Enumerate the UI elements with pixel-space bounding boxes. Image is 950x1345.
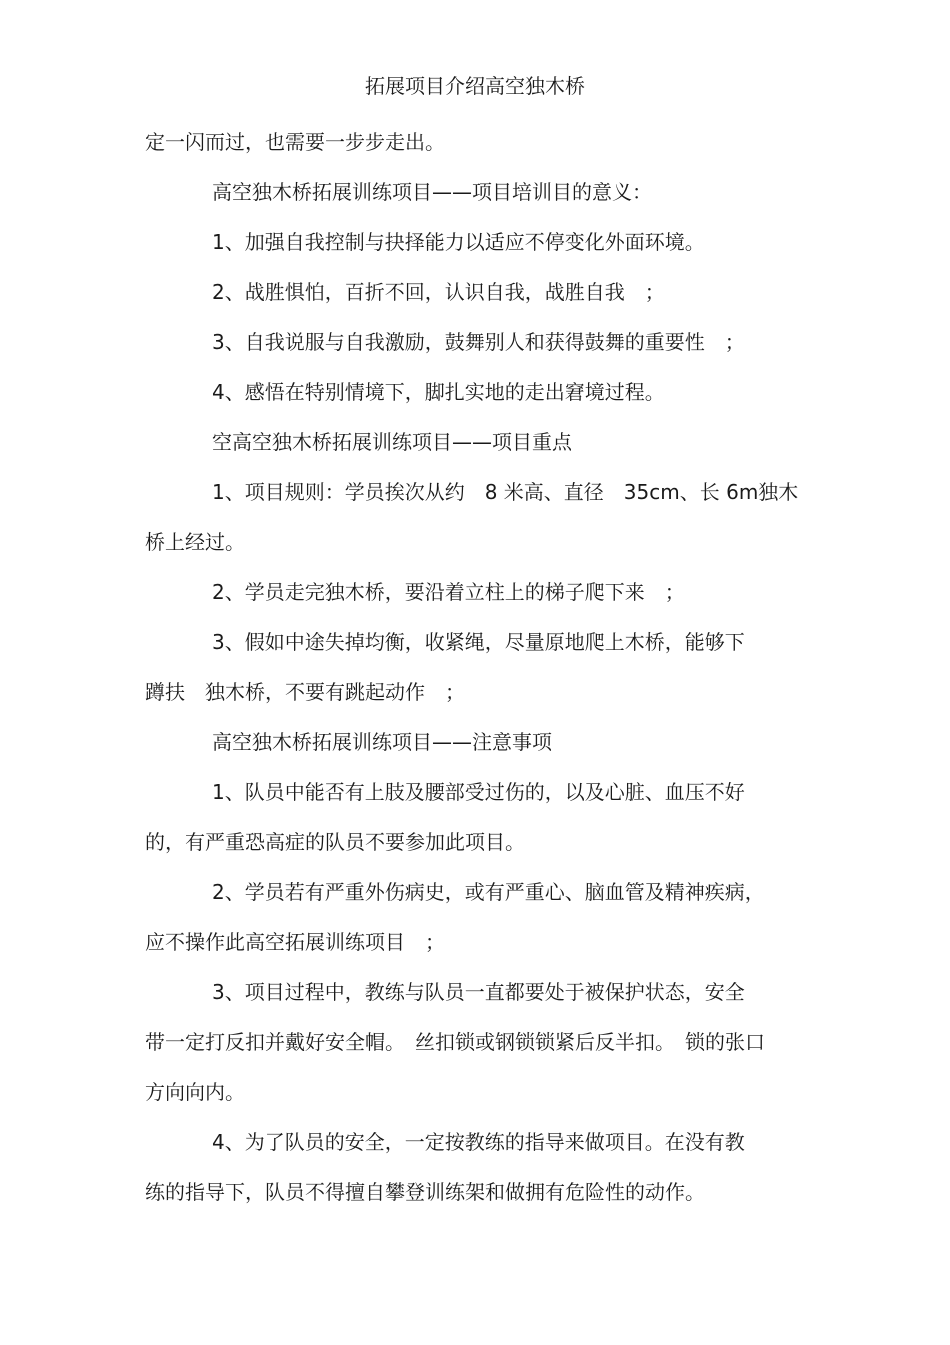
list-item: 1、加强自我控制与抉择能力以适应不停变化外面环境。 bbox=[212, 230, 705, 254]
list-item: 3、自我说服与自我激励，鼓舞别人和获得鼓舞的重要性 ； bbox=[212, 330, 745, 354]
list-item-continuation: 应不操作此高空拓展训练项目 ； bbox=[145, 930, 445, 954]
list-item: 2、战胜惧怕，百折不回，认识自我，战胜自我 ； bbox=[212, 280, 665, 304]
list-item: 4、感悟在特别情境下，脚扎实地的走出窘境过程。 bbox=[212, 380, 665, 404]
list-item: 1、队员中能否有上肢及腰部受过伤的，以及心脏、血压不好 bbox=[212, 780, 745, 804]
section-heading-precautions: 高空独木桥拓展训练项目——注意事项 bbox=[212, 730, 552, 754]
list-item-continuation: 方向向内。 bbox=[145, 1080, 245, 1104]
list-item-continuation: 蹲扶 独木桥，不要有跳起动作 ； bbox=[145, 680, 465, 704]
list-item: 1、项目规则：学员挨次从约 8 米高、直径 35cm、长 6m独木 bbox=[212, 480, 799, 504]
page-title: 拓展项目介绍高空独木桥 bbox=[365, 74, 585, 98]
section-heading-purpose: 高空独木桥拓展训练项目——项目培训目的意义： bbox=[212, 180, 652, 204]
list-item-continuation: 的，有严重恐高症的队员不要参加此项目。 bbox=[145, 830, 525, 854]
list-item-continuation: 带一定打反扣并戴好安全帽。 丝扣锁或钢锁锁紧后反半扣。 锁的张口 bbox=[145, 1030, 765, 1054]
list-item-continuation: 桥上经过。 bbox=[145, 530, 245, 554]
list-item: 3、假如中途失掉均衡，收紧绳，尽量原地爬上木桥，能够下 bbox=[212, 630, 745, 654]
list-item-continuation: 练的指导下，队员不得擅自攀登训练架和做拥有危险性的动作。 bbox=[145, 1180, 705, 1204]
section-heading-key-points: 空高空独木桥拓展训练项目——项目重点 bbox=[212, 430, 572, 454]
list-item: 3、项目过程中，教练与队员一直都要处于被保护状态，安全 bbox=[212, 980, 745, 1004]
list-item: 2、学员走完独木桥，要沿着立柱上的梯子爬下来 ； bbox=[212, 580, 685, 604]
list-item: 4、为了队员的安全，一定按教练的指导来做项目。在没有教 bbox=[212, 1130, 745, 1154]
list-item: 2、学员若有严重外伤病史，或有严重心、脑血管及精神疾病， bbox=[212, 880, 765, 904]
paragraph-line: 定一闪而过，也需要一步步走出。 bbox=[145, 130, 445, 154]
